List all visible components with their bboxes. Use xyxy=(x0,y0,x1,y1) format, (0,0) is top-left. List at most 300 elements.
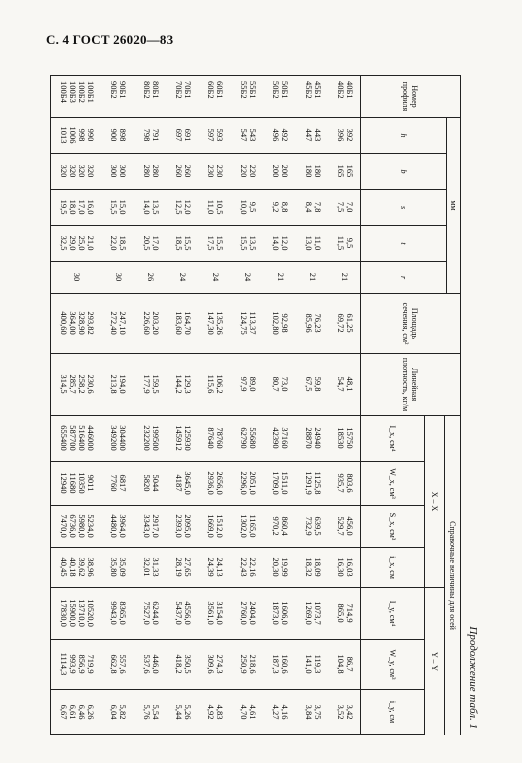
cell-Ix xyxy=(336,415,354,461)
cell-value: 9011 xyxy=(85,474,96,492)
cell-Iy xyxy=(109,587,127,639)
cell-r xyxy=(72,261,81,293)
cell-b xyxy=(336,153,354,189)
cell-value: 106,2 xyxy=(215,374,226,394)
cell-b xyxy=(206,153,224,189)
cell-value: 42390 xyxy=(271,427,282,449)
cell-value: 97,9 xyxy=(238,376,249,392)
cell-value: 100Б3 xyxy=(67,81,78,103)
column-rule xyxy=(51,153,361,154)
cell-value: 129,3 xyxy=(183,374,193,394)
header-sx: S_x, см³ xyxy=(361,505,425,547)
column-rule xyxy=(51,261,361,262)
cell-ix xyxy=(206,547,224,587)
cell-iy xyxy=(304,689,322,735)
cell-value: 5,54 xyxy=(150,704,161,720)
cell-value: 92,98 xyxy=(280,313,291,333)
cell-value: 14,0 xyxy=(271,235,282,251)
cell-value: 1709,0 xyxy=(271,471,282,495)
cell-Wx xyxy=(142,461,160,505)
cell-value: 529,7 xyxy=(336,516,346,536)
cell-value: 199500 xyxy=(150,425,161,451)
cell-value: 496 xyxy=(271,128,282,142)
cell-value: 15900,0 xyxy=(67,599,78,627)
cell-ix xyxy=(239,547,257,587)
cell-s xyxy=(206,189,224,225)
cell-area xyxy=(239,293,257,353)
header-s-label: s xyxy=(399,205,408,210)
cell-Sx xyxy=(142,505,160,547)
cell-value: 3343,0 xyxy=(141,514,152,538)
cell-iy xyxy=(59,689,95,735)
cell-Wy xyxy=(206,639,224,689)
cell-value: 6,46 xyxy=(76,704,87,720)
cell-value: 145912 xyxy=(174,425,184,451)
cell-value: 543 xyxy=(247,128,258,142)
cell-value: 45Б1 xyxy=(312,81,323,99)
cell-value: 18530 xyxy=(336,427,346,449)
cell-value: 104,8 xyxy=(336,654,346,674)
cell-area xyxy=(271,293,289,353)
cell-value: 250,9 xyxy=(238,654,249,674)
cell-value: 320 xyxy=(76,164,87,178)
cell-profile xyxy=(59,75,95,117)
cell-profile xyxy=(174,75,192,117)
cell-Ix xyxy=(304,415,322,461)
cell-value: 19,99 xyxy=(280,557,291,577)
cell-value: 5980,0 xyxy=(76,514,87,538)
cell-b xyxy=(59,153,95,189)
cell-value: 13710,0 xyxy=(76,599,87,627)
cell-value: 11,5 xyxy=(336,235,346,251)
cell-value: 22,16 xyxy=(247,557,258,577)
cell-value: 76,23 xyxy=(312,313,323,333)
cell-value: 11,0 xyxy=(206,199,217,215)
cell-value: 280 xyxy=(150,164,161,178)
cell-value: 19,5 xyxy=(58,199,69,215)
cell-value: 1006 xyxy=(67,126,78,144)
cell-value: 4,92 xyxy=(206,704,217,720)
cell-area xyxy=(206,293,224,353)
header-mm: мм xyxy=(447,117,461,293)
cell-value: 28,19 xyxy=(174,557,184,577)
cell-value: 13,5 xyxy=(150,199,161,215)
cell-value: 32,01 xyxy=(141,557,152,577)
cell-value: 260 xyxy=(183,164,193,178)
cell-value: 40Б2 xyxy=(336,81,346,99)
cell-value: 230 xyxy=(215,164,226,178)
header-t xyxy=(361,225,447,261)
cell-value: 2095,0 xyxy=(183,514,193,538)
cell-Wy xyxy=(271,639,289,689)
cell-value: 17,0 xyxy=(150,235,161,251)
cell-r xyxy=(178,261,187,293)
cell-area xyxy=(142,293,160,353)
cell-value: 8,4 xyxy=(303,201,314,213)
cell-value: 102,80 xyxy=(271,311,282,335)
cell-value: 350,5 xyxy=(183,654,193,674)
cell-s xyxy=(142,189,160,225)
cell-value: 7527,0 xyxy=(141,601,152,625)
cell-iy xyxy=(206,689,224,735)
cell-r xyxy=(146,261,155,293)
cell-value: 12,5 xyxy=(174,199,184,215)
cell-area xyxy=(174,293,192,353)
cell-profile xyxy=(304,75,322,117)
cell-Wx xyxy=(109,461,127,505)
cell-value: 691 xyxy=(183,128,193,142)
cell-value: 194,0 xyxy=(118,374,129,394)
cell-value: 900 xyxy=(109,128,120,142)
cell-ix xyxy=(336,547,354,587)
cell-h xyxy=(304,117,322,153)
cell-value: 165 xyxy=(336,164,346,178)
cell-value: 2296,0 xyxy=(238,471,249,495)
cell-value: 164,70 xyxy=(183,311,193,335)
cell-value: 3561,0 xyxy=(206,601,217,625)
cell-iy xyxy=(109,689,127,735)
cell-Ix xyxy=(109,415,127,461)
cell-value: 7,8 xyxy=(312,201,323,213)
cell-value: 320 xyxy=(58,164,69,178)
cell-value: 272,40 xyxy=(109,311,120,335)
cell-area xyxy=(304,293,322,353)
cell-value: 141,0 xyxy=(303,654,314,674)
cell-Ix xyxy=(174,415,192,461)
cell-value: 6244,0 xyxy=(150,601,161,625)
cell-value: 5044 xyxy=(150,474,161,492)
cell-value: 247,10 xyxy=(118,311,129,335)
cell-value: 87640 xyxy=(206,427,217,449)
cell-value: 27,65 xyxy=(183,557,193,577)
cell-iy xyxy=(174,689,192,735)
cell-t xyxy=(59,225,95,261)
cell-iy xyxy=(142,689,160,735)
column-rule xyxy=(51,734,361,735)
cell-value: 9943,0 xyxy=(109,601,120,625)
cell-value: 13,5 xyxy=(247,235,258,251)
cell-value: 935,7 xyxy=(336,473,346,493)
cell-value: 1165,0 xyxy=(247,514,258,538)
cell-value: 400,60 xyxy=(58,311,69,335)
cell-b xyxy=(271,153,289,189)
cell-Wy xyxy=(142,639,160,689)
cell-value: 798 xyxy=(141,128,152,142)
cell-r xyxy=(276,261,285,293)
header-iy-inertia: I_y, см⁴ xyxy=(361,587,425,639)
cell-value: 29,0 xyxy=(67,235,78,251)
cell-value: 24,39 xyxy=(206,557,217,577)
cell-h xyxy=(59,117,95,153)
column-rule xyxy=(51,415,361,416)
cell-value: 18,09 xyxy=(312,557,323,577)
cell-density xyxy=(206,353,224,415)
cell-b xyxy=(174,153,192,189)
cell-Ix xyxy=(142,415,160,461)
cell-value: 1606,0 xyxy=(280,601,291,625)
cell-ix xyxy=(59,547,95,587)
cell-value: 2760,0 xyxy=(238,601,249,625)
cell-Wy xyxy=(59,639,95,689)
cell-value: 300 xyxy=(118,164,129,178)
cell-Sx xyxy=(59,505,95,547)
cell-value: 1511,0 xyxy=(280,471,291,495)
cell-Sx xyxy=(109,505,127,547)
cell-value: 1302,0 xyxy=(238,514,249,538)
cell-ix xyxy=(174,547,192,587)
cell-value: 70Б2 xyxy=(174,81,184,99)
cell-value: 12,0 xyxy=(183,199,193,215)
column-rule xyxy=(51,225,361,226)
cell-value: 418,2 xyxy=(174,654,184,674)
cell-r xyxy=(211,261,220,293)
cell-value: 187,3 xyxy=(271,654,282,674)
cell-Iy xyxy=(239,587,257,639)
cell-value: 6,26 xyxy=(85,704,96,720)
cell-value: 349200 xyxy=(109,425,120,451)
cell-value: 970,2 xyxy=(271,516,282,536)
cell-value: 180 xyxy=(303,164,314,178)
cell-s xyxy=(109,189,127,225)
cell-value: 21 xyxy=(275,272,286,282)
column-rule xyxy=(51,353,361,354)
cell-b xyxy=(142,153,160,189)
cell-profile xyxy=(109,75,127,117)
rotated-table-block xyxy=(49,75,479,735)
cell-value: 547 xyxy=(238,128,249,142)
cell-value: 492 xyxy=(280,128,291,142)
cell-value: 213,8 xyxy=(109,374,120,394)
cell-value: 25,0 xyxy=(76,235,87,251)
cell-Wx xyxy=(59,461,95,505)
cell-value: 447 xyxy=(303,128,314,142)
cell-value: 597 xyxy=(206,128,217,142)
header-r xyxy=(361,261,447,293)
cell-profile xyxy=(271,75,289,117)
cell-value: 80Б2 xyxy=(141,81,152,99)
header-t-label: t xyxy=(399,242,408,245)
cell-value: 898 xyxy=(118,128,129,142)
cell-value: 639,5 xyxy=(312,516,323,536)
cell-value: 4480,0 xyxy=(109,514,120,538)
cell-Sx xyxy=(336,505,354,547)
cell-value: 4,70 xyxy=(238,704,249,720)
cell-value: 4,61 xyxy=(247,704,258,720)
cell-value: 40Б1 xyxy=(345,81,355,99)
cell-h xyxy=(142,117,160,153)
cell-value: 856,9 xyxy=(76,654,87,674)
cell-value: 304400 xyxy=(118,425,129,451)
cell-value: 200 xyxy=(271,164,282,178)
cell-value: 11,0 xyxy=(312,235,323,251)
cell-value: 328,90 xyxy=(76,311,87,335)
cell-Iy xyxy=(59,587,95,639)
cell-Wx xyxy=(239,461,257,505)
cell-value: 15,5 xyxy=(238,235,249,251)
cell-value: 516400 xyxy=(76,425,87,451)
cell-value: 2404,0 xyxy=(247,601,258,625)
cell-value: 24,13 xyxy=(215,557,226,577)
cell-value: 220 xyxy=(247,164,258,178)
cell-value: 30 xyxy=(113,272,124,282)
cell-Wy xyxy=(304,639,322,689)
cell-h xyxy=(239,117,257,153)
cell-value: 78760 xyxy=(215,427,226,449)
cell-value: 320 xyxy=(67,164,78,178)
cell-value: 15,5 xyxy=(109,199,120,215)
cell-value: 24940 xyxy=(312,427,323,449)
cell-value: 3,84 xyxy=(303,704,314,720)
column-rule xyxy=(51,587,361,588)
cell-value: 203,20 xyxy=(150,311,161,335)
cell-Sx xyxy=(271,505,289,547)
cell-value: 1013 xyxy=(58,126,69,144)
cell-value: 55680 xyxy=(247,427,258,449)
header-wy: W_y, см³ xyxy=(361,639,425,689)
cell-density xyxy=(59,353,95,415)
cell-value: 230 xyxy=(206,164,217,178)
cell-value: 990 xyxy=(85,128,96,142)
cell-value: 4,16 xyxy=(280,704,291,720)
cell-value: 30 xyxy=(72,272,82,282)
cell-density xyxy=(304,353,322,415)
cell-value: 28870 xyxy=(303,427,314,449)
cell-density xyxy=(336,353,354,415)
cell-value: 10520,0 xyxy=(85,599,96,627)
cell-value: 309,6 xyxy=(206,654,217,674)
cell-h xyxy=(109,117,127,153)
column-rule xyxy=(51,461,361,462)
cell-t xyxy=(336,225,354,261)
cell-value: 35,09 xyxy=(118,557,129,577)
cell-value: 18,32 xyxy=(303,557,314,577)
cell-value: 280 xyxy=(141,164,152,178)
cell-value: 80Б1 xyxy=(150,81,161,99)
cell-r xyxy=(243,261,252,293)
cell-value: 90Б1 xyxy=(118,81,129,99)
header-axis-yy: Y – Y xyxy=(425,587,445,735)
cell-value: 3645,0 xyxy=(183,471,193,495)
column-rule xyxy=(51,505,361,506)
cell-value: 5,44 xyxy=(174,704,184,720)
cell-value: 17830,0 xyxy=(58,599,69,627)
cell-value: 85,96 xyxy=(303,313,314,333)
cell-value: 37160 xyxy=(280,427,291,449)
cell-value: 22,0 xyxy=(109,235,120,251)
cell-value: 15,0 xyxy=(118,199,129,215)
cell-value: 218,6 xyxy=(247,654,258,674)
cell-Wx xyxy=(174,461,192,505)
cell-value: 587700 xyxy=(67,425,78,451)
cell-Wy xyxy=(109,639,127,689)
cell-value: 4,27 xyxy=(271,704,282,720)
column-rule xyxy=(51,639,361,640)
cell-Ix xyxy=(206,415,224,461)
cell-value: 13,0 xyxy=(303,235,314,251)
cell-value: 1114,3 xyxy=(58,652,69,676)
cell-value: 732,9 xyxy=(303,516,314,536)
cell-s xyxy=(239,189,257,225)
cell-h xyxy=(336,117,354,153)
cell-value: 61,25 xyxy=(345,313,355,333)
cell-value: 6,04 xyxy=(109,704,120,720)
cell-value: 113,37 xyxy=(247,311,258,335)
cell-value: 1669,0 xyxy=(206,514,217,538)
cell-value: 2051,0 xyxy=(247,471,258,495)
cell-r xyxy=(340,261,349,293)
cell-value: 1125,8 xyxy=(312,471,323,495)
cell-value: 537,6 xyxy=(141,654,152,674)
cell-value: 293,82 xyxy=(85,311,96,335)
cell-value: 45Б2 xyxy=(303,81,314,99)
cell-value: 8,8 xyxy=(280,201,291,213)
cell-ix xyxy=(271,547,289,587)
cell-t xyxy=(206,225,224,261)
cell-value: 73,0 xyxy=(280,376,291,392)
cell-Wy xyxy=(239,639,257,689)
column-rule xyxy=(51,547,361,548)
cell-value: 18,5 xyxy=(174,235,184,251)
cell-value: 593 xyxy=(215,128,226,142)
cell-value: 22,43 xyxy=(238,557,249,577)
cell-value: 2936,0 xyxy=(206,471,217,495)
cell-value: 4187 xyxy=(174,474,184,492)
cell-Wy xyxy=(336,639,354,689)
cell-value: 69,72 xyxy=(336,313,346,333)
cell-Sx xyxy=(239,505,257,547)
cell-value: 300 xyxy=(109,164,120,178)
cell-Iy xyxy=(174,587,192,639)
cell-Iy xyxy=(206,587,224,639)
cell-value: 160,6 xyxy=(280,654,291,674)
cell-Wx xyxy=(336,461,354,505)
cell-h xyxy=(271,117,289,153)
cell-value: 100Б2 xyxy=(76,81,87,103)
header-b-label: b xyxy=(399,169,408,174)
cell-value: 320 xyxy=(85,164,96,178)
cell-value: 16,03 xyxy=(345,557,355,577)
column-rule xyxy=(51,293,361,294)
cell-value: 456,0 xyxy=(345,516,355,536)
cell-value: 396 xyxy=(336,128,346,142)
cell-Sx xyxy=(206,505,224,547)
cell-Wx xyxy=(271,461,289,505)
cell-value: 100Б4 xyxy=(58,81,69,103)
cell-area xyxy=(336,293,354,353)
cell-area xyxy=(109,293,127,353)
cell-value: 10,5 xyxy=(215,199,226,215)
cell-value: 3,42 xyxy=(345,704,355,720)
cell-iy xyxy=(271,689,289,735)
cell-value: 115,6 xyxy=(206,374,217,394)
cell-value: 285,7 xyxy=(67,374,78,394)
cell-value: 40,45 xyxy=(58,557,69,577)
cell-value: 54,7 xyxy=(336,376,346,392)
cell-value: 165 xyxy=(345,164,355,178)
header-bottom-rule xyxy=(360,75,361,735)
cell-value: 9,5 xyxy=(247,201,258,213)
cell-value: 8365,0 xyxy=(118,601,129,625)
cell-value: 4556,0 xyxy=(183,601,193,625)
cell-density xyxy=(142,353,160,415)
cell-value: 697 xyxy=(174,128,184,142)
column-rule xyxy=(51,75,361,76)
cell-value: 21,0 xyxy=(85,235,96,251)
cell-value: 11680 xyxy=(67,472,78,494)
cell-value: 15750 xyxy=(345,427,355,449)
cell-value: 17,5 xyxy=(206,235,217,251)
cell-value: 1512,0 xyxy=(215,514,226,538)
